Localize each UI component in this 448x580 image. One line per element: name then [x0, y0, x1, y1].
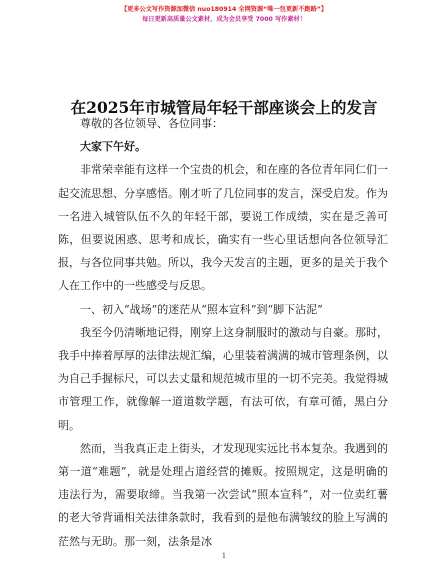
- paragraph: 然而，当我真正走上街头，才发现现实远比书本复杂。我遇到的第一道“难题”，就是处理占道经营的摊贩。按照规定，这是明确的违法行为，需要取缔。当我第一次尝试“照本宣科”，对一位卖红薯的老大爷背诵相关法律条款时，我看到的是他布满皱纹的脸上写满的茫然与无助。那一刻，法条是冰: [58, 441, 388, 548]
- document-body: [58, 112, 388, 553]
- promo-banner: [0, 5, 448, 25]
- promo-line-1: 【更多公文写作资源加微信 nuo180914 全网资源“唯一包更新不跑路”】: [120, 6, 328, 13]
- promo-line-2: 每日更新高质量公文素材，成为会员享受 7000 写作素材！: [142, 16, 306, 23]
- paragraph: 非常荣幸能有这样一个宝贵的机会，和在座的各位青年同仁们一起交流思想、分享感悟。刚才听了几位同事的发言，深受启发。作为一名进入城管队伍不久的年轻干部，要说工作成绩，实在是乏善可陈，但要说困惑、思考和成长，确实有一些心里话想向各位领导汇报，与各位同事共勉。所以，我今天发言的主题，更多的是关于我个人在工作中的一些感受与反思。: [58, 163, 388, 293]
- greeting: 大家下午好。: [80, 140, 146, 154]
- paragraph: 我至今仍清晰地记得，刚穿上这身制服时的激动与自豪。那时，我手中捧着厚厚的法律法规汇编，心里装着满满的城市管理条例，以为自己手握标尺，可以去丈量和规范城市里的一切不完美。我觉得城市管理工作，就像解一道道数学题，有法可依，有章可循，黑白分明。: [58, 325, 388, 432]
- page-number: 1: [221, 552, 227, 560]
- salutation: 尊敬的各位领导、各位同事：: [80, 117, 223, 130]
- section-heading: 一、初入“战场”的迷茫从“照本宣科”到“脚下沾泥”: [80, 302, 323, 316]
- document-title: 在2025年市城管局年轻干部座谈会上的发言: [70, 98, 378, 117]
